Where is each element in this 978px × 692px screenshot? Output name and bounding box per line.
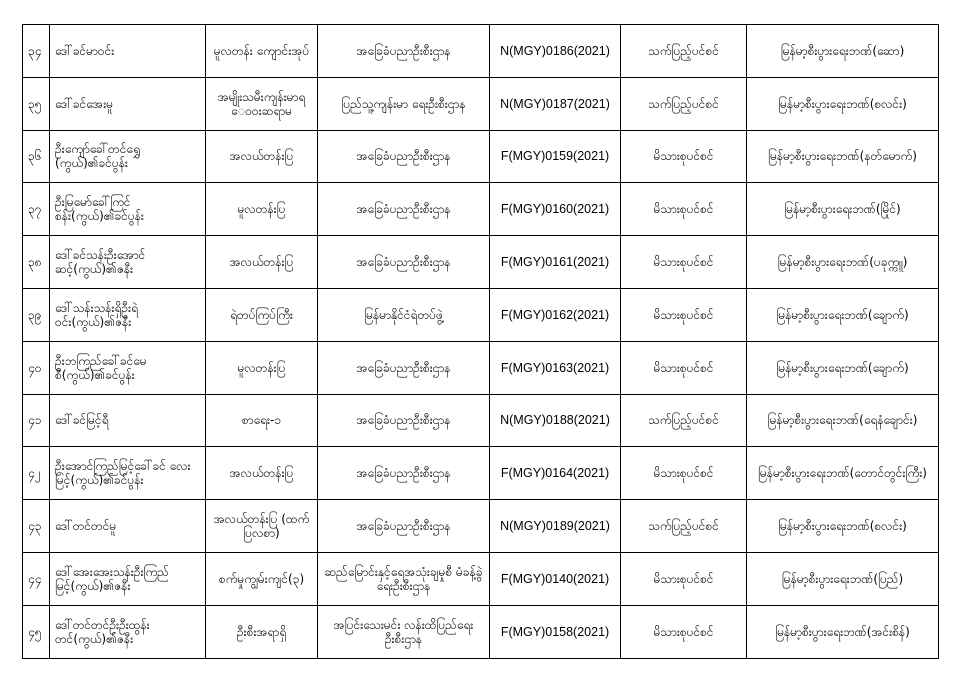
position-cell: အလယ်တန်းပြ (ထက်ပြလစာ) [206,500,318,553]
pension-type-cell: မိသားစုပင်စင် [621,288,747,341]
person-name-cell: ဦးအောင်ကြည်မြင့်ခေါ်ခင် လေးမြင့်(ကွယ်)၏ခင်ပွန်း [50,447,206,500]
bank-branch-cell: မြန်မာ့စီးပွားရေးဘဏ်(စလင်း) [747,77,939,130]
position-cell: မူလတန်းပြ [206,183,318,236]
pension-type-cell: မိသားစုပင်စင် [621,605,747,658]
table-row [23,183,939,236]
row-number-cell: ၄၂ [23,447,50,500]
department-cell: အခြေခံပညာဦးစီးဌာန [318,183,490,236]
row-number-cell: ၃၇ [23,183,50,236]
table-row [23,341,939,394]
department-cell: အခြေခံပညာဦးစီးဌာန [318,394,490,447]
table-row [23,394,939,447]
bank-branch-cell: မြန်မာ့စီးပွားရေးဘဏ်(နတ်မောက်) [747,130,939,183]
row-number-cell: ၃၄ [23,25,50,78]
department-cell: အခြေခံပညာဦးစီးဌာန [318,236,490,289]
department-cell: ပြည်သူ့ကျန်းမာ ရေးဦးစီးဌာန [318,77,490,130]
position-cell: စက်မှုကျွမ်းကျင်(၃) [206,552,318,605]
table-body [23,25,939,659]
pension-type-cell: မိသားစုပင်စင် [621,183,747,236]
position-cell: အလယ်တန်းပြ [206,130,318,183]
pension-type-cell: မိသားစုပင်စင် [621,341,747,394]
department-cell: အခြေခံပညာဦးစီးဌာန [318,447,490,500]
pension-code-cell: N(MGY)0187(2021) [490,77,621,130]
row-number-cell: ၄၄ [23,552,50,605]
department-cell: အခြေခံပညာဦးစီးဌာန [318,341,490,394]
pension-code-cell: F(MGY)0140(2021) [490,552,621,605]
person-name-cell: ဦးမြမော်ခေါ်ကြင် စန်း(ကွယ်)၏ခင်ပွန်း [50,183,206,236]
row-number-cell: ၄၅ [23,605,50,658]
row-number-cell: ၃၉ [23,288,50,341]
bank-branch-cell: မြန်မာ့စီးပွားရေးဘဏ်(ဆော) [747,25,939,78]
row-number-cell: ၃၈ [23,236,50,289]
position-cell: ဦးစီးအရာရှိ [206,605,318,658]
table-row [23,605,939,658]
row-number-cell: ၄၁ [23,394,50,447]
pension-type-cell: သက်ပြည့်ပင်စင် [621,25,747,78]
bank-branch-cell: မြန်မာ့စီးပွားရေးဘဏ်(ပခုက္ကူ) [747,236,939,289]
pension-type-cell: သက်ပြည့်ပင်စင် [621,77,747,130]
pension-code-cell: F(MGY)0159(2021) [490,130,621,183]
department-cell: အပြင်းသေးမင်း လန်းထိပြည်ရေးဦးစီးဌာန [318,605,490,658]
table-row [23,447,939,500]
pension-type-cell: မိသားစုပင်စင် [621,130,747,183]
pension-table [22,24,939,659]
bank-branch-cell: မြန်မာ့စီးပွားရေးဘဏ်(တောင်တွင်းကြီး) [747,447,939,500]
person-name-cell: ဦးကျော်ခေါ်တင်ရွှေ (ကွယ်)၏ခင်ပွန်း [50,130,206,183]
table-row [23,236,939,289]
pension-type-cell: မိသားစုပင်စင် [621,552,747,605]
department-cell: အခြေခံပညာဦးစီးဌာန [318,500,490,553]
pension-type-cell: မိသားစုပင်စင် [621,236,747,289]
bank-branch-cell: မြန်မာ့စီးပွားရေးဘဏ်(မြိုင်) [747,183,939,236]
position-cell: မူလတန်း ကျောင်းအုပ် [206,25,318,78]
pension-code-cell: F(MGY)0161(2021) [490,236,621,289]
pension-code-cell: F(MGY)0158(2021) [490,605,621,658]
pension-type-cell: သက်ပြည့်ပင်စင် [621,500,747,553]
department-cell: ဆည်မြောင်းနှင့်ရေအသုံးချမှုစီ မံခန့်ခွဲရေးဦးစီးဌာန [318,552,490,605]
pension-code-cell: N(MGY)0186(2021) [490,25,621,78]
bank-branch-cell: မြန်မာ့စီးပွားရေးဘဏ်(ရေနံချောင်း) [747,394,939,447]
bank-branch-cell: မြန်မာ့စီးပွားရေးဘဏ်(ပြည်) [747,552,939,605]
person-name-cell: ဦးဘကြည်ခေါ်ခင်မေ စီ(ကွယ်)၏ခင်ပွန်း [50,341,206,394]
bank-branch-cell: မြန်မာ့စီးပွားရေးဘဏ်(ချောက်) [747,288,939,341]
row-number-cell: ၃၅ [23,77,50,130]
table-row [23,288,939,341]
person-name-cell: ဒေါ်ခင်မြင့်ရီ [50,394,206,447]
table-row [23,500,939,553]
person-name-cell: ဒေါ်ခင်သန်းဦးအောင် ဆင့်(ကွယ်)၏ဇနီး [50,236,206,289]
person-name-cell: ဒေါ်ခင်မာဝင်း [50,25,206,78]
table-row [23,25,939,78]
department-cell: အခြေခံပညာဦးစီးဌာန [318,130,490,183]
person-name-cell: ဒေါ်အေးအေးသန်းဦးကြည် မြင့်(ကွယ်)၏ဇနီး [50,552,206,605]
bank-branch-cell: မြန်မာ့စီးပွားရေးဘဏ်(စလင်း) [747,500,939,553]
bank-branch-cell: မြန်မာ့စီးပွားရေးဘဏ်(ချောက်) [747,341,939,394]
row-number-cell: ၄၀ [23,341,50,394]
position-cell: အလယ်တန်းပြ [206,447,318,500]
pension-code-cell: F(MGY)0163(2021) [490,341,621,394]
row-number-cell: ၄၃ [23,500,50,553]
table-row [23,130,939,183]
row-number-cell: ၃၆ [23,130,50,183]
table-row [23,77,939,130]
table-row [23,552,939,605]
position-cell: မူလတန်းပြ [206,341,318,394]
person-name-cell: ဒေါ်တင်တင်မူ [50,500,206,553]
position-cell: အမျိုးသမီးကျန်းမာရ ေဝဝးဆရာမ [206,77,318,130]
pension-code-cell: N(MGY)0188(2021) [490,394,621,447]
department-cell: မြန်မာနိုင်ငံရဲတပ်ဖွဲ့ [318,288,490,341]
bank-branch-cell: မြန်မာ့စီးပွားရေးဘဏ်(အင်းစိန်) [747,605,939,658]
pension-type-cell: သက်ပြည့်ပင်စင် [621,394,747,447]
person-name-cell: ဒေါ်ခင်အေးမူ [50,77,206,130]
department-cell: အခြေခံပညာဦးစီးဌာန [318,25,490,78]
pension-type-cell: မိသားစုပင်စင် [621,447,747,500]
pension-code-cell: F(MGY)0160(2021) [490,183,621,236]
pension-code-cell: F(MGY)0164(2021) [490,447,621,500]
position-cell: စာရေး-၁ [206,394,318,447]
pension-code-cell: F(MGY)0162(2021) [490,288,621,341]
pension-code-cell: N(MGY)0189(2021) [490,500,621,553]
person-name-cell: ဒေါ်သန်းသန်းရှိဦးရဲ ဝင်း(ကွယ်)၏ဇနီး [50,288,206,341]
position-cell: ရဲတပ်ကြပ်ကြီး [206,288,318,341]
person-name-cell: ဒေါ်တင်တင်ဦးဦးထွန်း တင်(ကွယ်)၏ဇနီး [50,605,206,658]
position-cell: အလယ်တန်းပြ [206,236,318,289]
